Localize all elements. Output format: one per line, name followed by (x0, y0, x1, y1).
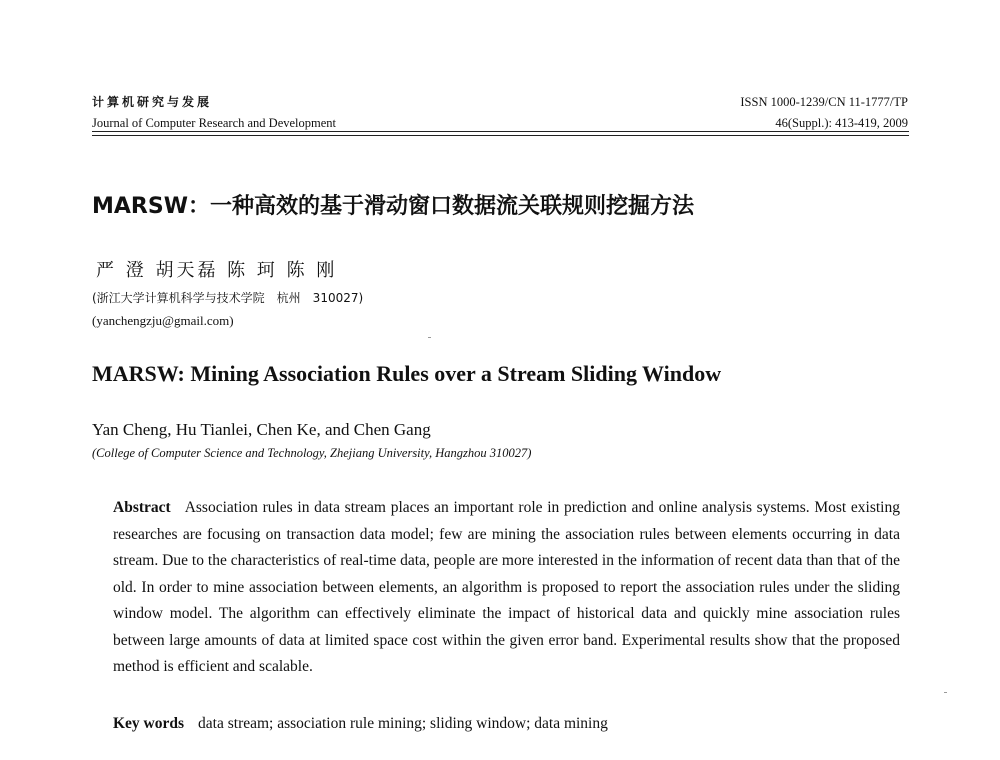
author-email: (yanchengzju@gmail.com) (92, 313, 234, 328)
abstract (113, 495, 900, 681)
journal-name-en: Journal of Computer Research and Development (92, 116, 337, 130)
affiliation-english: (College of Computer Science and Technology, Zhejiang University, Hangzhou 310027) (92, 446, 532, 460)
abstract-text: Association rules in data stream places an important role in prediction and online analysis systems. Most existing researches are focusing on transaction data model; few are mining the association rules between elements occurring in data stream. Due to the characteristics of real-time data, people are more interested in the information of recent data than that of the old. In order to mine association between elements, an algorithm is proposed to report the association rules under the sliding window model. The algorithm can effectively eliminate the impact of historical data and quickly mine association rules between large amounts of data at limited space cost within the given error band. Experimental results show that the proposed method is efficient and scalable. (113, 499, 900, 675)
abstract-label: Abstract (113, 499, 171, 516)
keywords-text: data stream; association rule mining; sliding window; data mining (198, 715, 608, 732)
keywords (113, 715, 900, 733)
keywords-label: Key words (113, 715, 185, 732)
title-chinese: MARSW：一种高效的基于滑动窗口数据流关联规则挖掘方法 (92, 194, 694, 219)
header-rule-bottom (92, 135, 909, 136)
journal-name-cn: 计算机研究与发展 (92, 95, 213, 109)
header-rule-top (92, 131, 909, 132)
volume-pages: 46(Suppl.): 413-419, 2009 (775, 116, 908, 130)
issn-line: ISSN 1000-1239/CN 11-1777/TP (740, 95, 908, 109)
authors-chinese: 严 澄 胡天磊 陈 珂 陈 刚 (96, 260, 338, 281)
title-english: MARSW: Mining Association Rules over a Stream Sliding Window (92, 361, 722, 386)
affiliation-chinese: (浙江大学计算机科学与技术学院 杭州 310027) (92, 291, 364, 305)
journal-header (92, 94, 908, 131)
scan-speck (944, 692, 947, 693)
scan-speck (428, 337, 431, 338)
authors-english: Yan Cheng, Hu Tianlei, Chen Ke, and Chen Gang (92, 420, 431, 439)
